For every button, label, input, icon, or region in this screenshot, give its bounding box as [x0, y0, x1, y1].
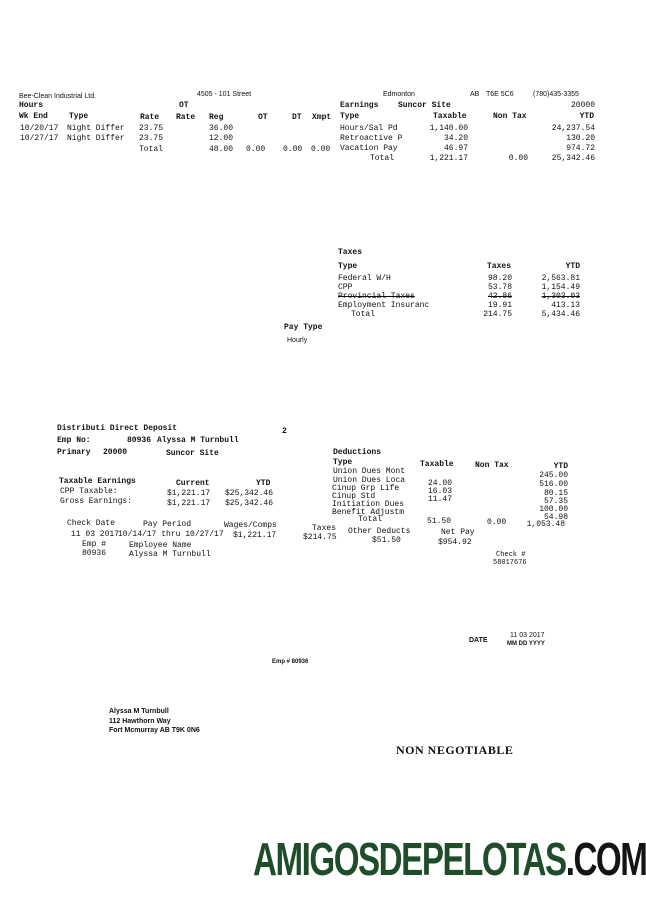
pay-type-label: Pay Type [284, 323, 323, 332]
summary-emp-no: 80936 [82, 549, 107, 558]
check-date-label: Check Date [67, 519, 116, 528]
summary-taxes-label: Taxes [312, 524, 337, 533]
hours-section-label: Hours [19, 101, 44, 110]
taxes-row-amount: 53.78 [487, 283, 512, 292]
hours-header-xmpt: Xmpt [312, 113, 332, 122]
earnings-row-taxable: 46.97 [443, 144, 468, 153]
taxable-earnings-label: Taxable Earnings [59, 477, 136, 486]
stub-emp-no: 80936 [127, 436, 152, 445]
hours-header-dt: DT [292, 113, 302, 122]
deductions-header-type: Type [333, 458, 353, 467]
taxes-row-type: Provincial Taxes [338, 292, 415, 301]
deductions-section-label: Deductions [333, 448, 382, 457]
check-date: 11 03 2017 [71, 530, 120, 539]
date-label: DATE [469, 637, 488, 644]
earnings-site: Suncor Site [398, 101, 451, 110]
taxes-header-taxes: Taxes [487, 262, 512, 271]
check-number: 58017676 [493, 559, 527, 567]
hours-header-ot: OT [258, 113, 268, 122]
deduction-row-type: Union Dues Loca [333, 476, 406, 485]
hours-row-type: Night Differ [67, 124, 125, 133]
hours-header-rate: Rate [140, 113, 160, 122]
hours-total-label: Total [139, 145, 164, 154]
taxable-earnings-row-current: $1,221.17 [167, 499, 211, 508]
pay-period-label: Pay Period [143, 520, 192, 529]
taxable-earnings-row-current: $1,221.17 [167, 489, 211, 498]
primary-label: Primary [57, 448, 91, 457]
hours-row-wk-end: 10/27/17 [20, 134, 59, 143]
deduction-row-ytd: 54.98 [543, 513, 568, 522]
hours-row-reg: 12.00 [209, 134, 234, 143]
earnings-total-non-tax: 0.00 [508, 154, 528, 163]
taxes-row-type: CPP [338, 283, 353, 292]
taxes-row-ytd: 2,563.81 [541, 274, 580, 283]
earnings-row-ytd: 974.72 [566, 144, 595, 153]
earnings-row-ytd: 24,237.54 [551, 124, 595, 133]
earnings-total-label: Total [370, 154, 395, 163]
deductions-total-non-tax: 0.00 [487, 518, 507, 527]
deduction-row-ytd: 80.15 [543, 489, 568, 498]
earnings-header-taxable: Taxable [433, 112, 467, 121]
check-number-label: Check # [496, 551, 526, 559]
earnings-header-ytd: YTD [579, 112, 594, 121]
stub-site: Suncor Site [166, 449, 219, 458]
deductions-header-taxable: Taxable [420, 460, 454, 469]
taxes-header-type: Type [338, 262, 358, 271]
net-pay-value: $954.92 [438, 538, 472, 547]
deduction-row-ytd: 57.35 [543, 497, 568, 506]
pay-period: 10/14/17 thru 10/27/17 [118, 530, 224, 539]
taxable-earnings-ytd-label: YTD [256, 479, 271, 488]
deduction-row-taxable: 11.47 [428, 495, 453, 504]
hours-header-type: Type [69, 112, 89, 121]
other-deducts-value: $51.50 [372, 536, 401, 545]
taxes-row-type: Federal W/H [338, 274, 391, 283]
deposit-label: Distributi Direct Deposit [57, 424, 178, 433]
deductions-total-taxable: 51.50 [427, 517, 452, 526]
taxable-earnings-row-label: CPP Taxable: [60, 487, 118, 496]
company-province: AB [470, 91, 480, 98]
taxes-row-type: Employment Insuranc [338, 301, 430, 310]
taxes-total-label: Total [351, 310, 376, 319]
pay-type-value: Hourly [287, 337, 308, 344]
taxes-total-amount: 214.75 [483, 310, 512, 319]
hours-row-wk-end: 10/20/17 [20, 124, 59, 133]
primary-code: 20000 [103, 448, 128, 457]
earnings-row-type: Vacation Pay [340, 144, 398, 153]
summary-emp-name: Alyssa M Turnbull [129, 550, 211, 559]
hours-total-xmpt: 0.00 [311, 145, 331, 154]
company-street: 4505 - 101 Street [197, 91, 252, 98]
employee-name-label: Employee Name [129, 541, 192, 550]
taxes-row-ytd: 413.13 [551, 301, 580, 310]
summary-taxes-value: $214.75 [303, 533, 337, 542]
taxes-total-ytd: 5,434.46 [541, 310, 580, 319]
deduction-row-type: Cinup Grp Life [332, 484, 400, 493]
deductions-total-label: Total [358, 515, 383, 524]
check-date-value: 11 03 2017 [510, 632, 545, 639]
earnings-section-label: Earnings [340, 101, 379, 110]
wages-value: $1,221.17 [233, 531, 277, 540]
hours-row-rate: 23.75 [139, 134, 164, 143]
net-pay-label: Net Pay [441, 528, 475, 537]
address-line2: Fort Mcmurray AB T9K 0N6 [109, 727, 200, 734]
earnings-row-taxable: 34.20 [443, 134, 468, 143]
company-city: Edmonton [383, 91, 415, 98]
taxes-section-label: Taxes [338, 248, 363, 257]
deduction-row-type: Union Dues Mont [333, 467, 406, 476]
earnings-row-type: Hours/Sal Pd [340, 124, 398, 133]
deductions-total-ytd: 1,053.48 [526, 520, 565, 529]
emp-reference: Emp # 80936 [272, 659, 309, 665]
earnings-total-ytd: 25,342.46 [551, 154, 595, 163]
earnings-row-ytd: 130.20 [566, 134, 595, 143]
taxes-row-ytd: 1,303.03 [541, 292, 580, 301]
wages-label: Wages/Comps [224, 521, 277, 530]
hours-total-dt: 0.00 [283, 145, 303, 154]
deduction-row-ytd: 516.00 [539, 480, 568, 489]
hours-total-reg: 48.00 [209, 145, 234, 154]
other-deducts-label: Other Deducts [348, 527, 411, 536]
non-negotiable-label: NON NEGOTIABLE [396, 743, 514, 757]
earnings-code: 20000 [570, 101, 595, 110]
hours-header-reg: Reg [209, 113, 224, 122]
company-postal: T6E 5C6 [486, 91, 514, 98]
earnings-total-taxable: 1,221.17 [429, 154, 468, 163]
hours-header-wk-end: Wk End [19, 112, 48, 121]
deductions-header-ytd: YTD [553, 462, 568, 471]
deduction-row-taxable: 16.03 [428, 487, 453, 496]
stub-emp-no-label: Emp No: [57, 436, 91, 445]
deduction-row-type: Initiation Dues [332, 500, 405, 509]
watermark [253, 833, 646, 885]
earnings-header-type: Type [340, 112, 360, 121]
taxes-row-amount: 19.91 [487, 301, 512, 310]
watermark-main: AMIGOSDEPELOTAS [253, 833, 566, 885]
deductions-header-non-tax: Non Tax [475, 461, 509, 470]
taxable-earnings-row-ytd: $25,342.46 [225, 499, 274, 508]
hours-total-ot: 0.00 [246, 145, 266, 154]
earnings-row-taxable: 1,140.00 [429, 124, 468, 133]
deduction-row-type: Cinup Std [332, 492, 376, 501]
hours-row-type: Night Differ [67, 134, 125, 143]
taxable-earnings-row-ytd: $25,342.46 [225, 489, 274, 498]
deduction-row-type: Benefit Adjustm [332, 508, 405, 517]
taxes-row-amount: 98.20 [487, 274, 512, 283]
company-phone: (780)435-3355 [533, 91, 579, 98]
address-name: Alyssa M Turnbull [109, 708, 169, 715]
stub-emp-name: Alyssa M Turnbull [157, 436, 239, 445]
taxes-header-ytd: YTD [565, 262, 580, 271]
earnings-row-type: Retroactive P [340, 134, 403, 143]
watermark-tld: .COM [565, 833, 646, 885]
taxes-row-ytd: 1,154.49 [541, 283, 580, 292]
address-line1: 112 Hawthorn Way [109, 718, 171, 725]
deduction-row-taxable: 24.00 [428, 479, 453, 488]
page-number: 2 [282, 427, 287, 436]
hours-header-ot-rate: Rate [176, 113, 196, 122]
deduction-row-ytd: 100.00 [539, 505, 568, 514]
earnings-header-non-tax: Non Tax [493, 112, 527, 121]
ot-label: OT [179, 101, 189, 110]
date-format: MM DD YYYY [507, 641, 545, 647]
hours-row-rate: 23.75 [139, 124, 164, 133]
taxable-earnings-current-label: Current [176, 479, 210, 488]
deduction-row-ytd: 245.00 [539, 471, 568, 480]
hours-row-reg: 36.00 [209, 124, 234, 133]
summary-emp-no-label: Emp # [82, 540, 107, 549]
taxable-earnings-row-label: Gross Earnings: [60, 497, 133, 506]
taxes-row-amount: 42.86 [487, 292, 512, 301]
company-name: Bee-Clean Industrial Ltd. [19, 93, 97, 100]
